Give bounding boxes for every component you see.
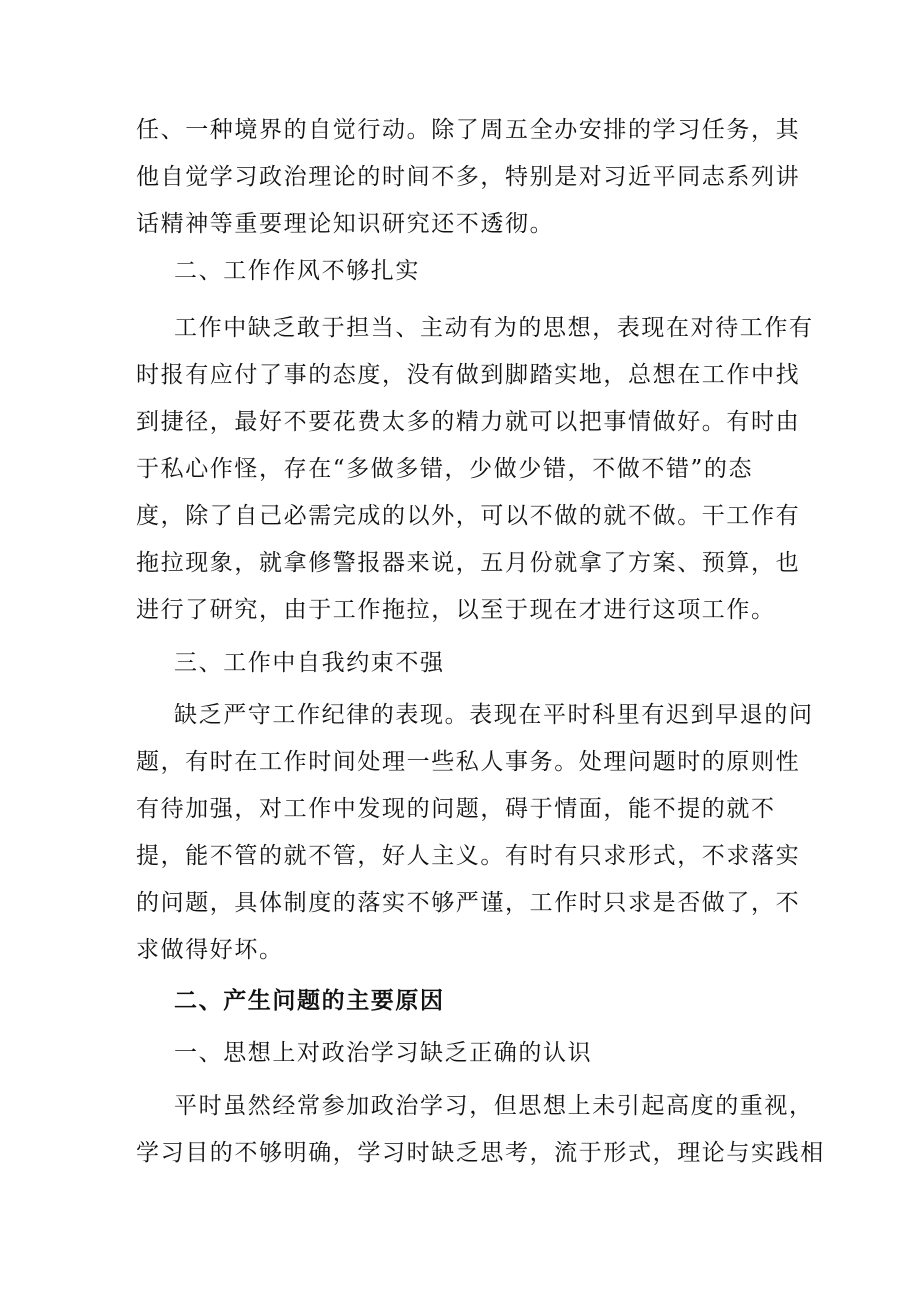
paragraph-line: 于私心作怪，存在“多做多错，少做少错，不做不错”的态: [136, 456, 754, 482]
paragraph-line: 平时虽然经常参加政治学习，但思想上未引起高度的重视，: [174, 1093, 814, 1119]
chapter-heading: 二、产生问题的主要原因: [174, 987, 445, 1014]
paragraph-line: 他自觉学习政治理论的时间不多，特别是对习近平同志系列讲: [136, 164, 801, 190]
section-heading: 二、工作作风不够扎实: [174, 258, 420, 284]
paragraph-line: 题，有时在工作时间处理一些私人事务。处理问题时的原则性: [136, 749, 801, 775]
section-heading: 三、工作中自我约束不强: [174, 650, 445, 676]
paragraph-line: 的问题，具体制度的落实不够严谨，工作时只求是否做了，不: [136, 890, 801, 916]
paragraph-line: 进行了研究，由于工作拖拉，以至于现在才进行这项工作。: [136, 597, 776, 623]
paragraph-line: 工作中缺乏敢于担当、主动有为的思想，表现在对待工作有: [174, 315, 814, 341]
paragraph-line: 缺乏严守工作纪律的表现。表现在平时科里有迟到早退的问: [174, 702, 814, 728]
section-heading: 一、思想上对政治学习缺乏正确的认识: [174, 1040, 593, 1066]
paragraph-line: 话精神等重要理论知识研究还不透彻。: [136, 211, 555, 237]
paragraph-line: 提，能不管的就不管，好人主义。有时有只求形式，不求落实: [136, 843, 801, 869]
paragraph-line: 有待加强，对工作中发现的问题，碍于情面，能不提的就不: [136, 796, 776, 822]
paragraph-line: 学习目的不够明确，学习时缺乏思考，流于形式，理论与实践相: [136, 1140, 825, 1166]
paragraph-line: 拖拉现象，就拿修警报器来说，五月份就拿了方案、预算，也: [136, 550, 801, 576]
paragraph-line: 到捷径，最好不要花费太多的精力就可以把事情做好。有时由: [136, 409, 801, 435]
paragraph-line: 度，除了自己必需完成的以外，可以不做的就不做。干工作有: [136, 503, 801, 529]
paragraph-line: 求做得好坏。: [136, 937, 284, 963]
paragraph-line: 时报有应付了事的态度，没有做到脚踏实地，总想在工作中找: [136, 362, 801, 388]
paragraph-line: 任、一种境界的自觉行动。除了周五全办安排的学习任务，其: [136, 117, 801, 143]
